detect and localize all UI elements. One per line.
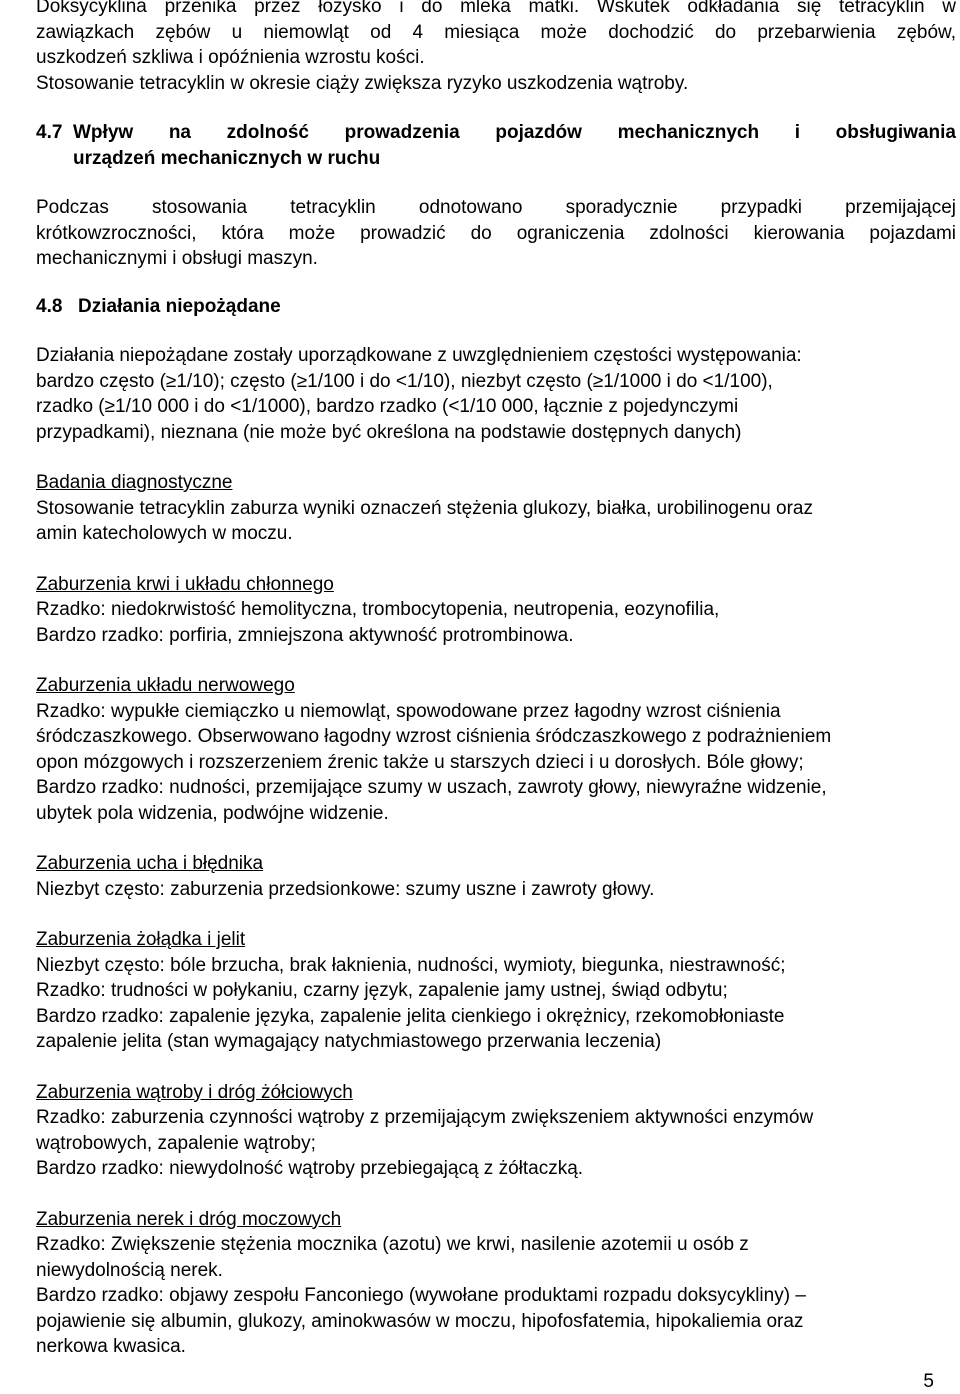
- intro-line: Doksycyklina przenika przez łożysko i do mleka matki. Wskutek odkładania się tetracyklin w: [36, 0, 956, 17]
- body-line: Podczas stosowania tetracyklin odnotowano sporadycznie przypadki przemijającej: [36, 197, 956, 218]
- body-line: Bardzo rzadko: zapalenie języka, zapalenie jelita cienkiego i okrężnicy, rzekomobłoniaste: [36, 1005, 785, 1027]
- body-line: Bardzo rzadko: objawy zespołu Fanconiego (wywołane produktami rozpadu doksycykliny) –: [36, 1285, 806, 1306]
- document-page: [36, 0, 956, 1360]
- body-line: Bardzo rzadko: nudności, przemijające szumy w uszach, zawroty głowy, niewyraźne widzenie,: [36, 777, 827, 798]
- adverse-group-kidney: [36, 1207, 956, 1360]
- body-line: śródczaszkowego. Obserwowano łagodny wzrost ciśnienia śródczaszkowego z podrażnieniem: [36, 726, 832, 747]
- section-number: 4.7: [36, 122, 63, 143]
- adverse-group-liver: [36, 1080, 956, 1182]
- adverse-group-nervous: [36, 673, 956, 826]
- section-heading: [36, 120, 956, 171]
- group-heading: Badania diagnostyczne: [36, 472, 233, 493]
- body-line: opon mózgowych i rozszerzeniem źrenic także u starszych dzieci i u dorosłych. Bóle głowy;: [36, 751, 804, 773]
- section-title: [73, 120, 956, 171]
- group-heading: Zaburzenia żołądka i jelit: [36, 929, 246, 950]
- adverse-group-blood: [36, 572, 956, 649]
- body-line: ubytek pola widzenia, podwójne widzenie.: [36, 802, 389, 824]
- intro-line: Stosowanie tetracyklin w okresie ciąży zwiększa ryzyko uszkodzenia wątroby.: [36, 72, 689, 94]
- body-line: krótkowzroczności, która może prowadzić do ograniczenia zdolności kierowania pojazdami: [36, 222, 956, 244]
- group-heading: Zaburzenia ucha i błędnika: [36, 853, 264, 874]
- body-line: zapalenie jelita (stan wymagający natychmiastowego przerwania leczenia): [36, 1031, 662, 1052]
- body-line: amin katecholowych w moczu.: [36, 523, 293, 544]
- body-line: mechanicznymi i obsługi maszyn.: [36, 248, 318, 269]
- body-line: Rzadko: trudności w połykaniu, czarny język, zapalenie jamy ustnej, świąd odbytu;: [36, 980, 728, 1001]
- body-line: Rzadko: Zwiększenie stężenia mocznika (azotu) we krwi, nasilenie azotemii u osób z: [36, 1234, 749, 1255]
- body-line: wątrobowych, zapalenie wątroby;: [36, 1132, 316, 1154]
- section-number: 4.8: [36, 295, 63, 317]
- body-line: Działania niepożądane zostały uporządkowane z uwzględnieniem częstości występowania:: [36, 345, 802, 366]
- body-line: Bardzo rzadko: porfiria, zmniejszona aktywność protrombinowa.: [36, 624, 574, 646]
- section-title: Działania niepożądane: [78, 295, 281, 317]
- section-title-line: urządzeń mechanicznych w ruchu: [73, 147, 381, 169]
- section-4-7: [36, 120, 956, 272]
- group-heading: Zaburzenia nerek i dróg moczowych: [36, 1208, 342, 1230]
- section-4-8: [36, 294, 956, 1360]
- body-line: Niezbyt często: bóle brzucha, brak łaknienia, nudności, wymioty, biegunka, niestrawność;: [36, 954, 786, 976]
- section-body: [36, 195, 956, 272]
- group-heading: Zaburzenia układu nerwowego: [36, 675, 295, 696]
- body-line: pojawienie się albumin, glukozy, aminokwasów w moczu, hipofosfatemia, hipokaliemia oraz: [36, 1310, 804, 1332]
- intro-line: uszkodzeń szkliwa i opóźnienia wzrostu kości.: [36, 47, 425, 68]
- page-number: 5: [923, 1371, 934, 1392]
- body-line: Stosowanie tetracyklin zaburza wyniki oznaczeń stężenia glukozy, białka, urobilinogenu oraz: [36, 497, 813, 519]
- body-line: rzadko (≥1/10 000 i do <1/1000), bardzo rzadko (<1/10 000, łącznie z pojedynczymi: [36, 396, 739, 417]
- intro-line: zawiązkach zębów u niemowląt od 4 miesiąca może dochodzić do przebarwienia zębów,: [36, 21, 956, 43]
- adverse-group-ear: [36, 851, 956, 902]
- body-line: Bardzo rzadko: niewydolność wątroby przebiegającą z żółtaczką.: [36, 1158, 584, 1179]
- body-line: Niezbyt często: zaburzenia przedsionkowe: szumy uszne i zawroty głowy.: [36, 878, 655, 900]
- intro-paragraph: [36, 0, 956, 96]
- frequency-intro: [36, 343, 956, 445]
- group-heading: Zaburzenia krwi i układu chłonnego: [36, 573, 334, 595]
- body-line: nerkowa kwasica.: [36, 1336, 186, 1357]
- section-heading: [36, 294, 956, 320]
- group-heading: Zaburzenia wątroby i dróg żółciowych: [36, 1081, 353, 1103]
- adverse-group-diagnostics: [36, 470, 956, 547]
- body-line: przypadkami), nieznana (nie może być określona na podstawie dostępnych danych): [36, 421, 742, 443]
- body-line: bardzo często (≥1/10); często (≥1/100 i do <1/10), niezbyt często (≥1/1000 i do <1/100),: [36, 370, 773, 392]
- body-line: Rzadko: zaburzenia czynności wątroby z przemijającym zwiększeniem aktywności enzymów: [36, 1107, 814, 1128]
- adverse-group-gastro: [36, 927, 956, 1055]
- section-title-line: Wpływ na zdolność prowadzenia pojazdów mechanicznych i obsługiwania: [73, 122, 956, 143]
- body-line: niewydolnością nerek.: [36, 1259, 223, 1281]
- body-line: Rzadko: wypukłe ciemiączko u niemowląt, spowodowane przez łagodny wzrost ciśnienia: [36, 700, 781, 722]
- body-line: Rzadko: niedokrwistość hemolityczna, trombocytopenia, neutropenia, eozynofilia,: [36, 599, 720, 620]
